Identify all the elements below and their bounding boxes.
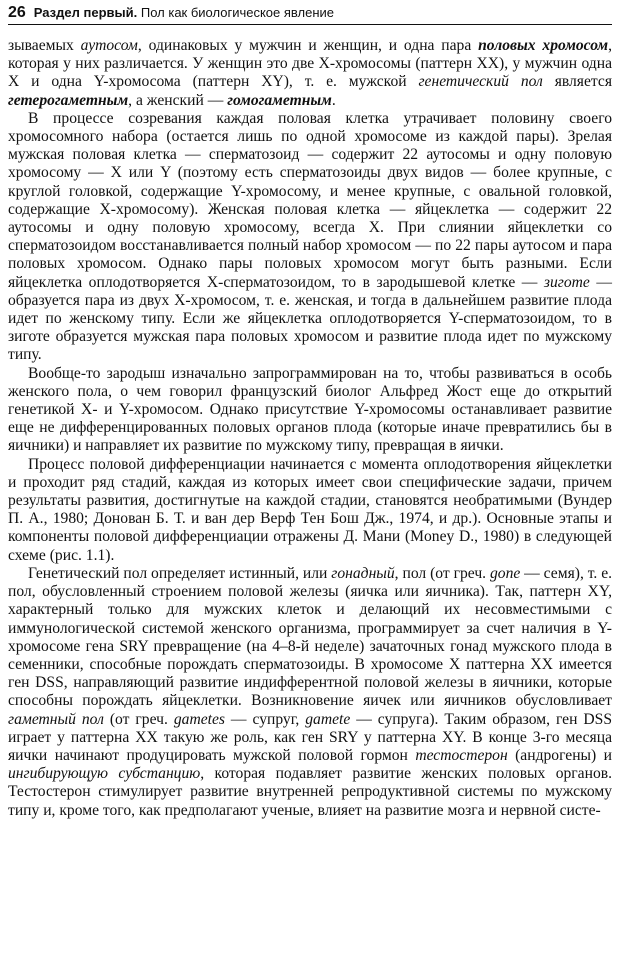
chapter-title: Пол как биологическое явление — [140, 5, 335, 20]
text-run: зиготе — [543, 273, 590, 291]
text-run: — образуется пара из двух Х-хромосом, т. е. женская, и тогда в дальнейшем развитие плода идет по женскому типу. Если же яйцеклетка оплодотворяется Y-сперматозоидом, то в зиготе образуется мужская пара половых хромосом и развитие плода идет по мужскому типу. — [8, 273, 612, 364]
text-run: зываемых — [8, 37, 81, 54]
paragraph — [8, 110, 612, 365]
paragraph — [8, 565, 612, 820]
text-run: (андрогены) и — [507, 746, 612, 764]
text-run: ингибирующую субстанцию — [8, 765, 201, 783]
paragraph — [8, 456, 612, 565]
text-run: Процесс половой дифференциации начинается с момента оплодотворения яйцеклетки и проходит ряд стадий, каждая из которых имеет свои специфические задачи, причем результаты развития, достигнутые на каждой стадии, становятся необратимыми (Вундер П. А., 1980; Донован Б. Т. и ван дер Верф Тен Бош Дж., 1974, и др.). Основные этапы и компоненты половой дифференциации отражены Д. Мани (Money D., 1980) в следующей схеме (рис. 1.1). — [8, 455, 612, 564]
text-run: является — [542, 73, 612, 91]
text-run: гомогаметным — [227, 91, 332, 109]
text-run: . — [331, 91, 336, 109]
text-run: гетерогаметным — [8, 91, 129, 109]
text-run: — супруга). Таким образом, ген DSS играет у паттерна XX такую же роль, как ген SRY у паттерна XY. В конце 3-го месяца яички начинают продуцировать мужской половой гормон — [8, 710, 612, 764]
text-run: генетический пол — [418, 73, 543, 91]
text-run: гаметный пол — [8, 710, 104, 728]
paragraph — [8, 365, 612, 456]
text-run: gamete — [305, 710, 351, 728]
section-title: Раздел первый. — [33, 5, 138, 20]
text-run: (от греч. — [103, 710, 174, 728]
text-run: , а женский — — [128, 91, 228, 109]
text-run: Вообще-то зародыш изначально запрограммирован на то, чтобы развиваться в особь женского пола, о чем говорил французский биолог Альфред Жост еще до открытий генетикой X- и Y-хромосом. Однако присутствие Y-хромосомы останавливает развитие еще не дифференцированных половых органов плода (которые иначе превратились бы в яичники) и направляет их развитие по мужскому типу, превращая в яички. — [8, 364, 612, 455]
text-run: аутосом — [80, 37, 138, 54]
text-run: , которая подавляет развитие женских половых органов. Тестостерон стимулирует развитие внутренней репродуктивной системы по мужскому типу и, кроме того, как предполагают ученые, влияет на развитие мозга и нервной систе- — [8, 765, 613, 819]
paragraph — [8, 37, 612, 110]
body-text — [8, 37, 612, 820]
text-run: — супруг, — [224, 710, 306, 728]
text-run: , пол (от греч. — [394, 564, 490, 582]
text-run: тестостерон — [415, 746, 508, 764]
text-run: В процессе созревания каждая половая клетка утрачивает половину своего хромосомного набора (остается лишь по одной хромосоме из каждой пары). Зрелая мужская половая клетка — сперматозоид — содержит 22 аутосомы и одну половую хромосому — X или Y (поэтому есть сперматозоиды двух видов — более крупные, с круглой головкой, содержащие Y-хромосому, и менее крупные, с овальной головкой, содержащие Х-хромосому). Женская половая клетка — яйцеклетка — содержит 22 аутосомы и одну половую хромосому, всегда X. При слиянии яйцеклетки со сперматозоидом восстанавливается полный набор хромосом — по 22 пары аутосом и пара половых хромосом. Однако пары половых хромосом могут быть разными. Если яйцеклетка оплодотворяется Х-сперматозоидом, то в зародышевой клетке — — [8, 109, 612, 291]
text-run: gametes — [173, 710, 225, 728]
text-run: гонадный — [331, 564, 395, 582]
text-run: половых хромосом — [478, 37, 609, 54]
running-head — [34, 5, 334, 20]
text-run: — семя), т. е. пол, обусловленный строением половой железы (яичка или яичника). Так, паттерн XY, характерный только для мужских клеток и делающий их несовместимыми с иммунологической системой женского организма, программирует за счет наличия в Y-хромосоме гена SRY превращение (на 4–8-й неделе) зачаточных гонад мужского плода в семенники, способные порождать сперматозоиды. В хромосоме X паттерна XX имеется ген DSS, направляющий развитие индифферентной половой железы в яичники, которые способны порождать яйцеклетки. Возникновение яичек или яичников обусловливает — [8, 564, 613, 710]
text-run: , которая у них различается. У женщин это две Х-хромосомы (паттерн XX), у мужчин одна X и одна Y-хромосома (паттерн XY), т. е. мужской — [8, 37, 612, 91]
page-number: 26 — [8, 4, 26, 21]
text-run: gone — [489, 564, 521, 582]
text-run: Генетический пол определяет истинный, или — [28, 564, 332, 582]
text-run: , одинаковых у мужчин и женщин, и одна пара — [137, 37, 479, 54]
page-header — [8, 4, 612, 25]
